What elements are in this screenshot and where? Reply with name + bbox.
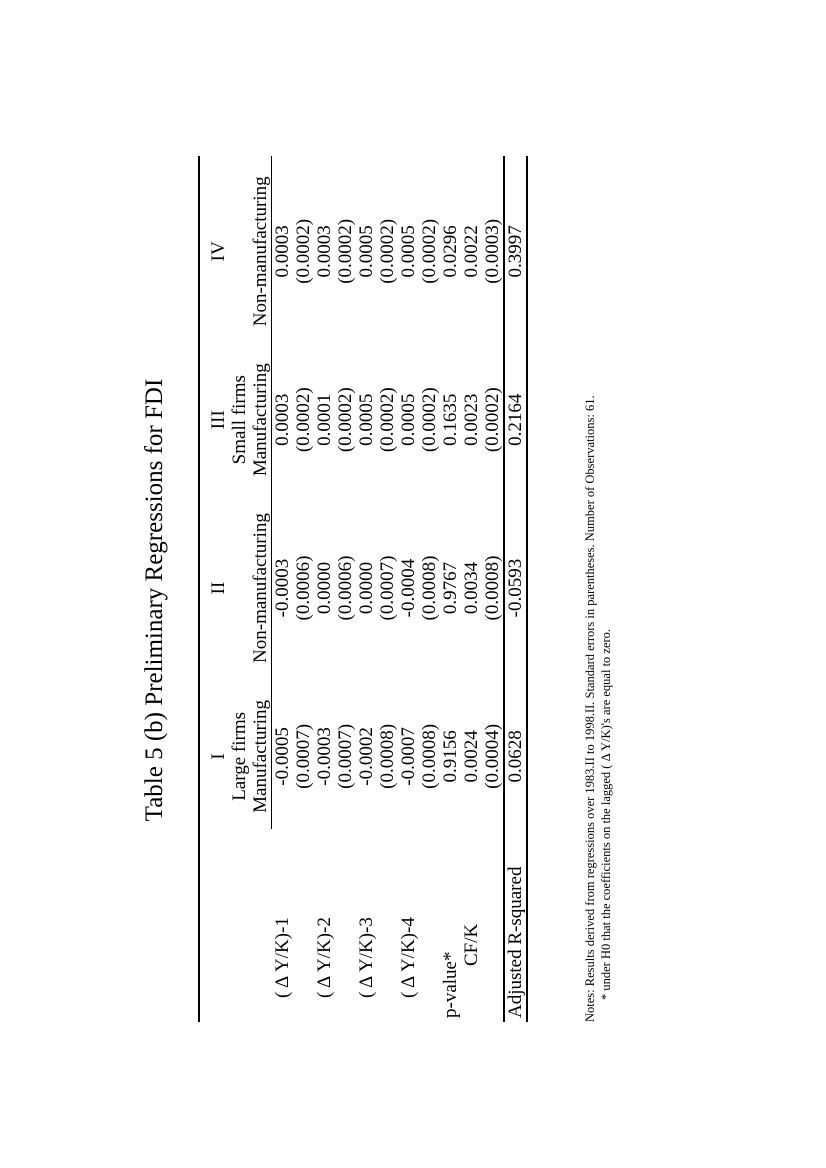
table-cell: 0.3997 [504,156,527,347]
table-cell: (0.0002) [293,387,314,453]
table-cell: -0.0007 [398,727,419,786]
table-cell: (0.0007) [335,723,356,789]
table-cell: (0.0002) [293,218,314,284]
table-cell: 0.0003 [272,393,293,446]
table-cell: 0.0000 [356,561,377,615]
table-title: Table 5 (b) Preliminary Regressions for FDI [141,378,168,822]
table-cell: 0.0034 [461,561,482,615]
group-header-row [229,156,250,1022]
table-row [461,156,482,1022]
table-cell: 0.0024 [461,730,482,783]
table-row [335,156,356,1022]
table-cell: (0.0002) [335,387,356,453]
notes-footnote: * under H0 that the coefficients on the lagged ( Δ Y/K)'s are equal to zero. [599,628,613,1000]
table-cell: 0.0005 [398,225,419,278]
table-row [440,156,461,1022]
table-cell: (0.0002) [419,218,440,284]
table-cell: (0.0002) [335,218,356,284]
table-cell: 0.9156 [440,730,461,783]
row-label: CF/K [461,923,482,966]
row-label [335,829,356,1022]
table-cell: (0.0007) [293,723,314,789]
regression-table [198,156,528,1022]
row-label [419,829,440,1022]
table-cell: (0.0008) [482,555,503,621]
row-label [377,829,398,1022]
col-number: II [208,581,229,595]
adjusted-r-squared-row [504,156,527,1022]
subheader: Non-manufacturing [250,156,272,347]
row-label: ( Δ Y/K)-1 [271,917,293,998]
row-label: ( Δ Y/K)-4 [398,917,419,998]
row-label: p-value* [440,951,461,1018]
table-cell: 0.0022 [461,225,482,278]
table-cell: 0.0005 [398,393,419,446]
table-cell: (0.0002) [482,387,503,453]
table-cell: (0.0008) [419,723,440,789]
table-cell: 0.0000 [314,561,335,615]
notes-line: Notes: Results derived from regressions over 1983.II to 1998.II. Standard errors in parentheses. Number of Observations: 61. [583,395,597,1022]
subheader: Manufacturing [250,683,272,829]
table-cell: -0.0003 [272,558,293,618]
table-row [293,156,314,1022]
row-label: Adjusted R-squared [504,829,527,1022]
table-cell: 0.0023 [461,393,482,446]
subheader: Manufacturing [250,347,272,493]
row-label [482,829,504,1022]
table-cell: 0.0628 [504,683,527,829]
table-cell: (0.0003) [482,218,503,284]
table-row [482,156,504,1022]
row-label [293,829,314,1022]
subheader-row [250,156,272,1022]
table-cell: (0.0002) [419,387,440,453]
col-number: I [208,753,229,760]
table-cell: (0.0008) [377,723,398,789]
table-row [377,156,398,1022]
col-number: IV [208,241,229,262]
table-cell: 0.0296 [440,225,461,278]
group-small-firms: Small firms [229,375,250,465]
column-number-row [208,156,229,1022]
table-cell: 0.0005 [356,225,377,278]
row-label: ( Δ Y/K)-2 [314,917,335,998]
table-cell: 0.2164 [504,347,527,493]
table-row [314,156,335,1022]
table-cell: (0.0006) [335,555,356,621]
table-cell: 0.0005 [356,393,377,446]
table-cell: (0.0002) [377,387,398,453]
table-row [419,156,440,1022]
table-cell: 0.0001 [314,393,335,446]
table-cell: (0.0004) [482,723,503,789]
table-cell: (0.0002) [377,218,398,284]
table-cell: (0.0006) [293,555,314,621]
table-cell: 0.0003 [314,225,335,278]
table-cell: -0.0003 [314,727,335,786]
table-cell: -0.0593 [504,493,527,684]
table-cell: -0.0002 [356,727,377,786]
row-label: ( Δ Y/K)-3 [356,917,377,998]
table-cell: -0.0004 [398,558,419,618]
table-cell: (0.0008) [419,555,440,621]
table-cell: 0.0003 [272,225,293,278]
rotated-table-block [140,160,660,1040]
table-cell: 0.1635 [440,393,461,446]
col-number: III [208,410,229,430]
table-cell: -0.0005 [272,727,293,786]
table-row [398,156,419,1022]
table-row [356,156,377,1022]
group-large-firms: Large firms [229,711,250,801]
table-cell: (0.0007) [377,555,398,621]
subheader: Non-manufacturing [250,493,272,684]
table-cell: 0.9767 [440,561,461,615]
table-row [272,156,294,1022]
table-notes [582,156,614,1022]
